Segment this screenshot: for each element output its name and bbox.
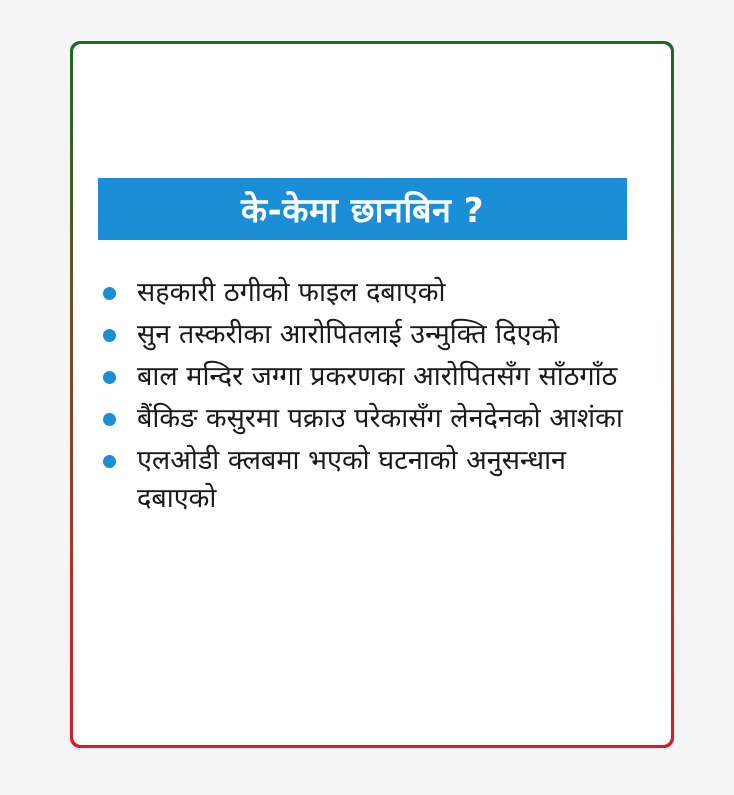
bullet-icon xyxy=(103,413,116,426)
info-box-frame xyxy=(70,41,674,748)
list-item-text: बैंकिङ कसुरमा पक्राउ परेकासँग लेनदेनको आशंका xyxy=(137,403,623,434)
list-item xyxy=(103,400,643,438)
bullet-icon xyxy=(103,455,116,468)
bullet-icon xyxy=(103,287,116,300)
list-item xyxy=(103,442,643,518)
info-box xyxy=(73,44,671,745)
list-item-text: एलओडी क्लबमा भएको घटनाको अनुसन्धान दबाएको xyxy=(137,445,567,514)
list-item-text: सुन तस्करीका आरोपितलाई उन्मुक्ति दिएको xyxy=(137,319,560,350)
list-item xyxy=(103,358,643,396)
list-item-text: बाल मन्दिर जग्गा प्रकरणका आरोपितसँग साँठगाँठ xyxy=(137,361,618,392)
title-banner xyxy=(98,178,627,240)
bullet-list xyxy=(103,274,643,522)
list-item xyxy=(103,274,643,312)
list-item xyxy=(103,316,643,354)
list-item-text: सहकारी ठगीको फाइल दबाएको xyxy=(137,277,446,308)
bullet-icon xyxy=(103,329,116,342)
bullet-icon xyxy=(103,371,116,384)
box-title: के-केमा छानबिन ? xyxy=(241,191,484,231)
